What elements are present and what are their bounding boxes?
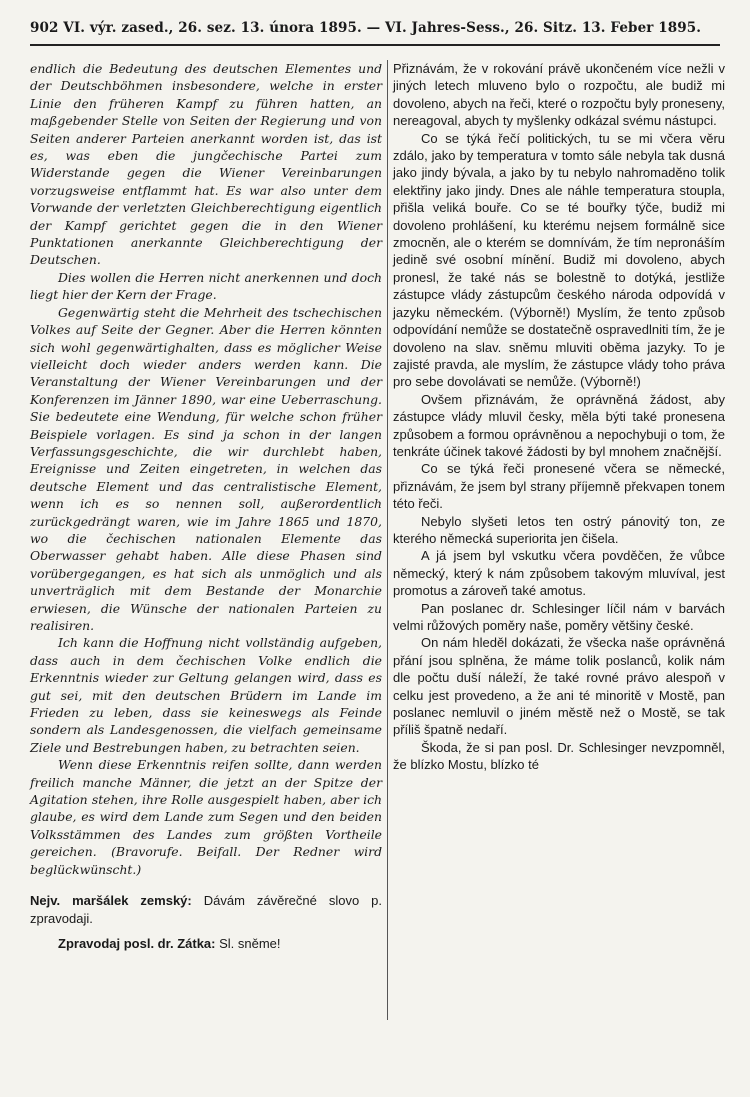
czech-paragraph: Ovšem přiznávám, že oprávněná žádost, aby zástupce vlády mluvil česky, měla býti také pronesena způsobem a formou oprávněnou a nepochybuji o tom, že tenkráte účinek takové žádosti by byl mnohem značnější. (393, 391, 725, 459)
header-rule (30, 44, 720, 46)
german-paragraph: Gegenwärtig steht die Mehrheit des tschechischen Volkes auf Seite der Gegner. Aber die Herren könnten sich wohl gegenwärtighalten, dass es möglicher Weise vielleicht doch wieder anders werden kann. Die Veranstaltung der Wiener Vereinbarungen und der Konferenzen im Jänner 1890, war eine Ueberraschung. Sie bedeutete eine Wendung, für welche schon früher Beispiele vorlagen. Es sind ja schon in der langen Verfassungsgeschichte, die wir durchlebt haben, Ereignisse und Zeiten eingetreten, in welchen das deutsche Element und das centralistische Element, wenn ich es so nennen soll, außerordentlich zurückgedrängt waren, wie im Jahre 1865 und 1870, wo die čechischen nationalen Elemente das Oberwasser gehabt haben. Alle diese Phasen sind vorübergegangen, es hat sich als unmöglich und als unverträglich mit dem Bestande der Monarchie erwiesen, die Wünsche der nationalen Parteien zu realisiren. (30, 304, 382, 633)
speaker-text: Dávám závěrečné slovo p. zpravodaji. (30, 893, 382, 926)
page-header: 902 VI. výr. zased., 26. sez. 13. února 1895. — VI. Jahres-Sess., 26. Sitz. 13. Feber 1895. (30, 20, 702, 36)
column-divider (387, 60, 388, 1020)
speaker-entry (30, 892, 382, 927)
german-paragraph: Wenn diese Erkenntnis reifen sollte, dann werden freilich manche Männer, die jetzt an der Spitze der Agitation stehen, ihre Rolle ausgespielt haben, aber ich glaube, es wird dem Lande zum Segen und den beiden Volksstämmen des Landes zum größten Vortheile gereichen. (Bravorufe. Beifall. Der Redner wird beglückwünscht.) (30, 757, 382, 877)
speaker-text: Sl. sněme! (215, 935, 281, 951)
czech-paragraph: A já jsem byl vskutku včera povděčen, že vůbce německý, který k nám způsobem takovým mluvíval, jest promotus a zároveň také amotus. (393, 548, 725, 599)
speaker-name: Nejv. maršálek zemský: (30, 893, 192, 909)
german-paragraph: endlich die Bedeutung des deutschen Elementes und der Deutschböhmen insbesondere, welche in erster Linie den früheren Kampf zu führen hatten, an maßgebender Stelle von Seiten der Regierung und von Seiten anderer Parteien anerkannt worden ist, das ist es, was eben die jungčechische Partei zum Widerstande gegen die Wiener Vereinbarungen vorzugsweise entflammt hat. Es war also unter dem Vorwande der verletzten Gleichberechtigung eigentlich der Kampf gerichtet gegen die in den Wiener Punktationen anerkannte Gleichberechtigung der Deutschen. (30, 61, 382, 268)
czech-paragraph: Škoda, že si pan posl. Dr. Schlesinger nevzpomněl, že blízko Mostu, blízko té (393, 739, 725, 773)
czech-paragraph: Co se týká řečí politických, tu se mi včera věru zdálo, jako by temperatura v tomto sále nebyla tak dusná jako jindy bývala, a jako by tu nebylo nahromaděno tolik elektřiny jako jindy. Dnes ale náhle temperatura stoupla, přišla veliká bouře. Co se té bouřky týče, budiž mi dovoleno prohlášení, ku kterému nejsem formálně sice zmocněn, ale o kterém se domnívám, že tím nepronáším jedině své osobní mínění. Budiž mi dovoleno, abych pronesl, že také nás se bolestně to dotýká, jestliže zástupce vlády zástupcům českého národa odpovídá v jazyku německém. (Výborně!) Myslím, že tento způsob odpovídání nemůže se dostatečně ospravedlniti tím, že je dovoleno na slav. sněmu mluviti oběma jazyky. To je zajisté pravda, ale myslím, že zástupce vlády toho práva pro sebe dovolávati se nemůže. (Výborně!) (393, 130, 725, 390)
czech-paragraph: Co se týká řeči pronesené včera se německé, přiznávám, že jsem byl strany příjemně překvapen tonem této řeči. (393, 461, 725, 512)
speaker-entry (30, 935, 382, 952)
czech-paragraph: Přiznávám, že v rokování právě ukončeném více nežli v jiných letech mluveno bylo o rozpočtu, ale budiž mi dovoleno, abych na řeči, které o rozpočtu byly proneseny, nereagoval, abych ty myšlenky odkázal svému nástupci. (393, 61, 725, 129)
czech-paragraph: On nám hleděl dokázati, že všecka naše oprávněná přání jsou splněna, že máme tolik poslanců, kolik nám dle počtu duší náleží, že také rovné právo alespoň v celku jest provedeno, a že ani té minoritě v Mostě, pan poslanec nemluvil o jiném městě než o Mostě, se tak příliš špatně nedaří. (393, 635, 725, 738)
czech-paragraph: Nebylo slyšeti letos ten ostrý pánovitý ton, ze kterého německá superiorita jen čišela. (393, 513, 725, 546)
german-column (30, 60, 382, 952)
czech-column (393, 60, 725, 774)
speaker-name: Zpravodaj posl. dr. Zátka: (58, 935, 216, 951)
czech-paragraph: Pan poslanec dr. Schlesinger líčil nám v barvách velmi růžových poměry naše, poměry většiny české. (393, 600, 725, 633)
german-paragraph: Ich kann die Hoffnung nicht vollständig aufgeben, dass auch in dem čechischen Volke endlich die Erkenntnis wieder zur Geltung gelangen wird, dass es gut sei, mit den deutschen Brüdern im Lande im Frieden zu leben, dass sie keineswegs als Feinde sondern als Landesgenossen, die vielfach gemeinsame Ziele und Bestrebungen haben, zu betrachten seien. (30, 635, 382, 755)
german-paragraph: Dies wollen die Herren nicht anerkennen und doch liegt hier der Kern der Frage. (30, 269, 382, 303)
